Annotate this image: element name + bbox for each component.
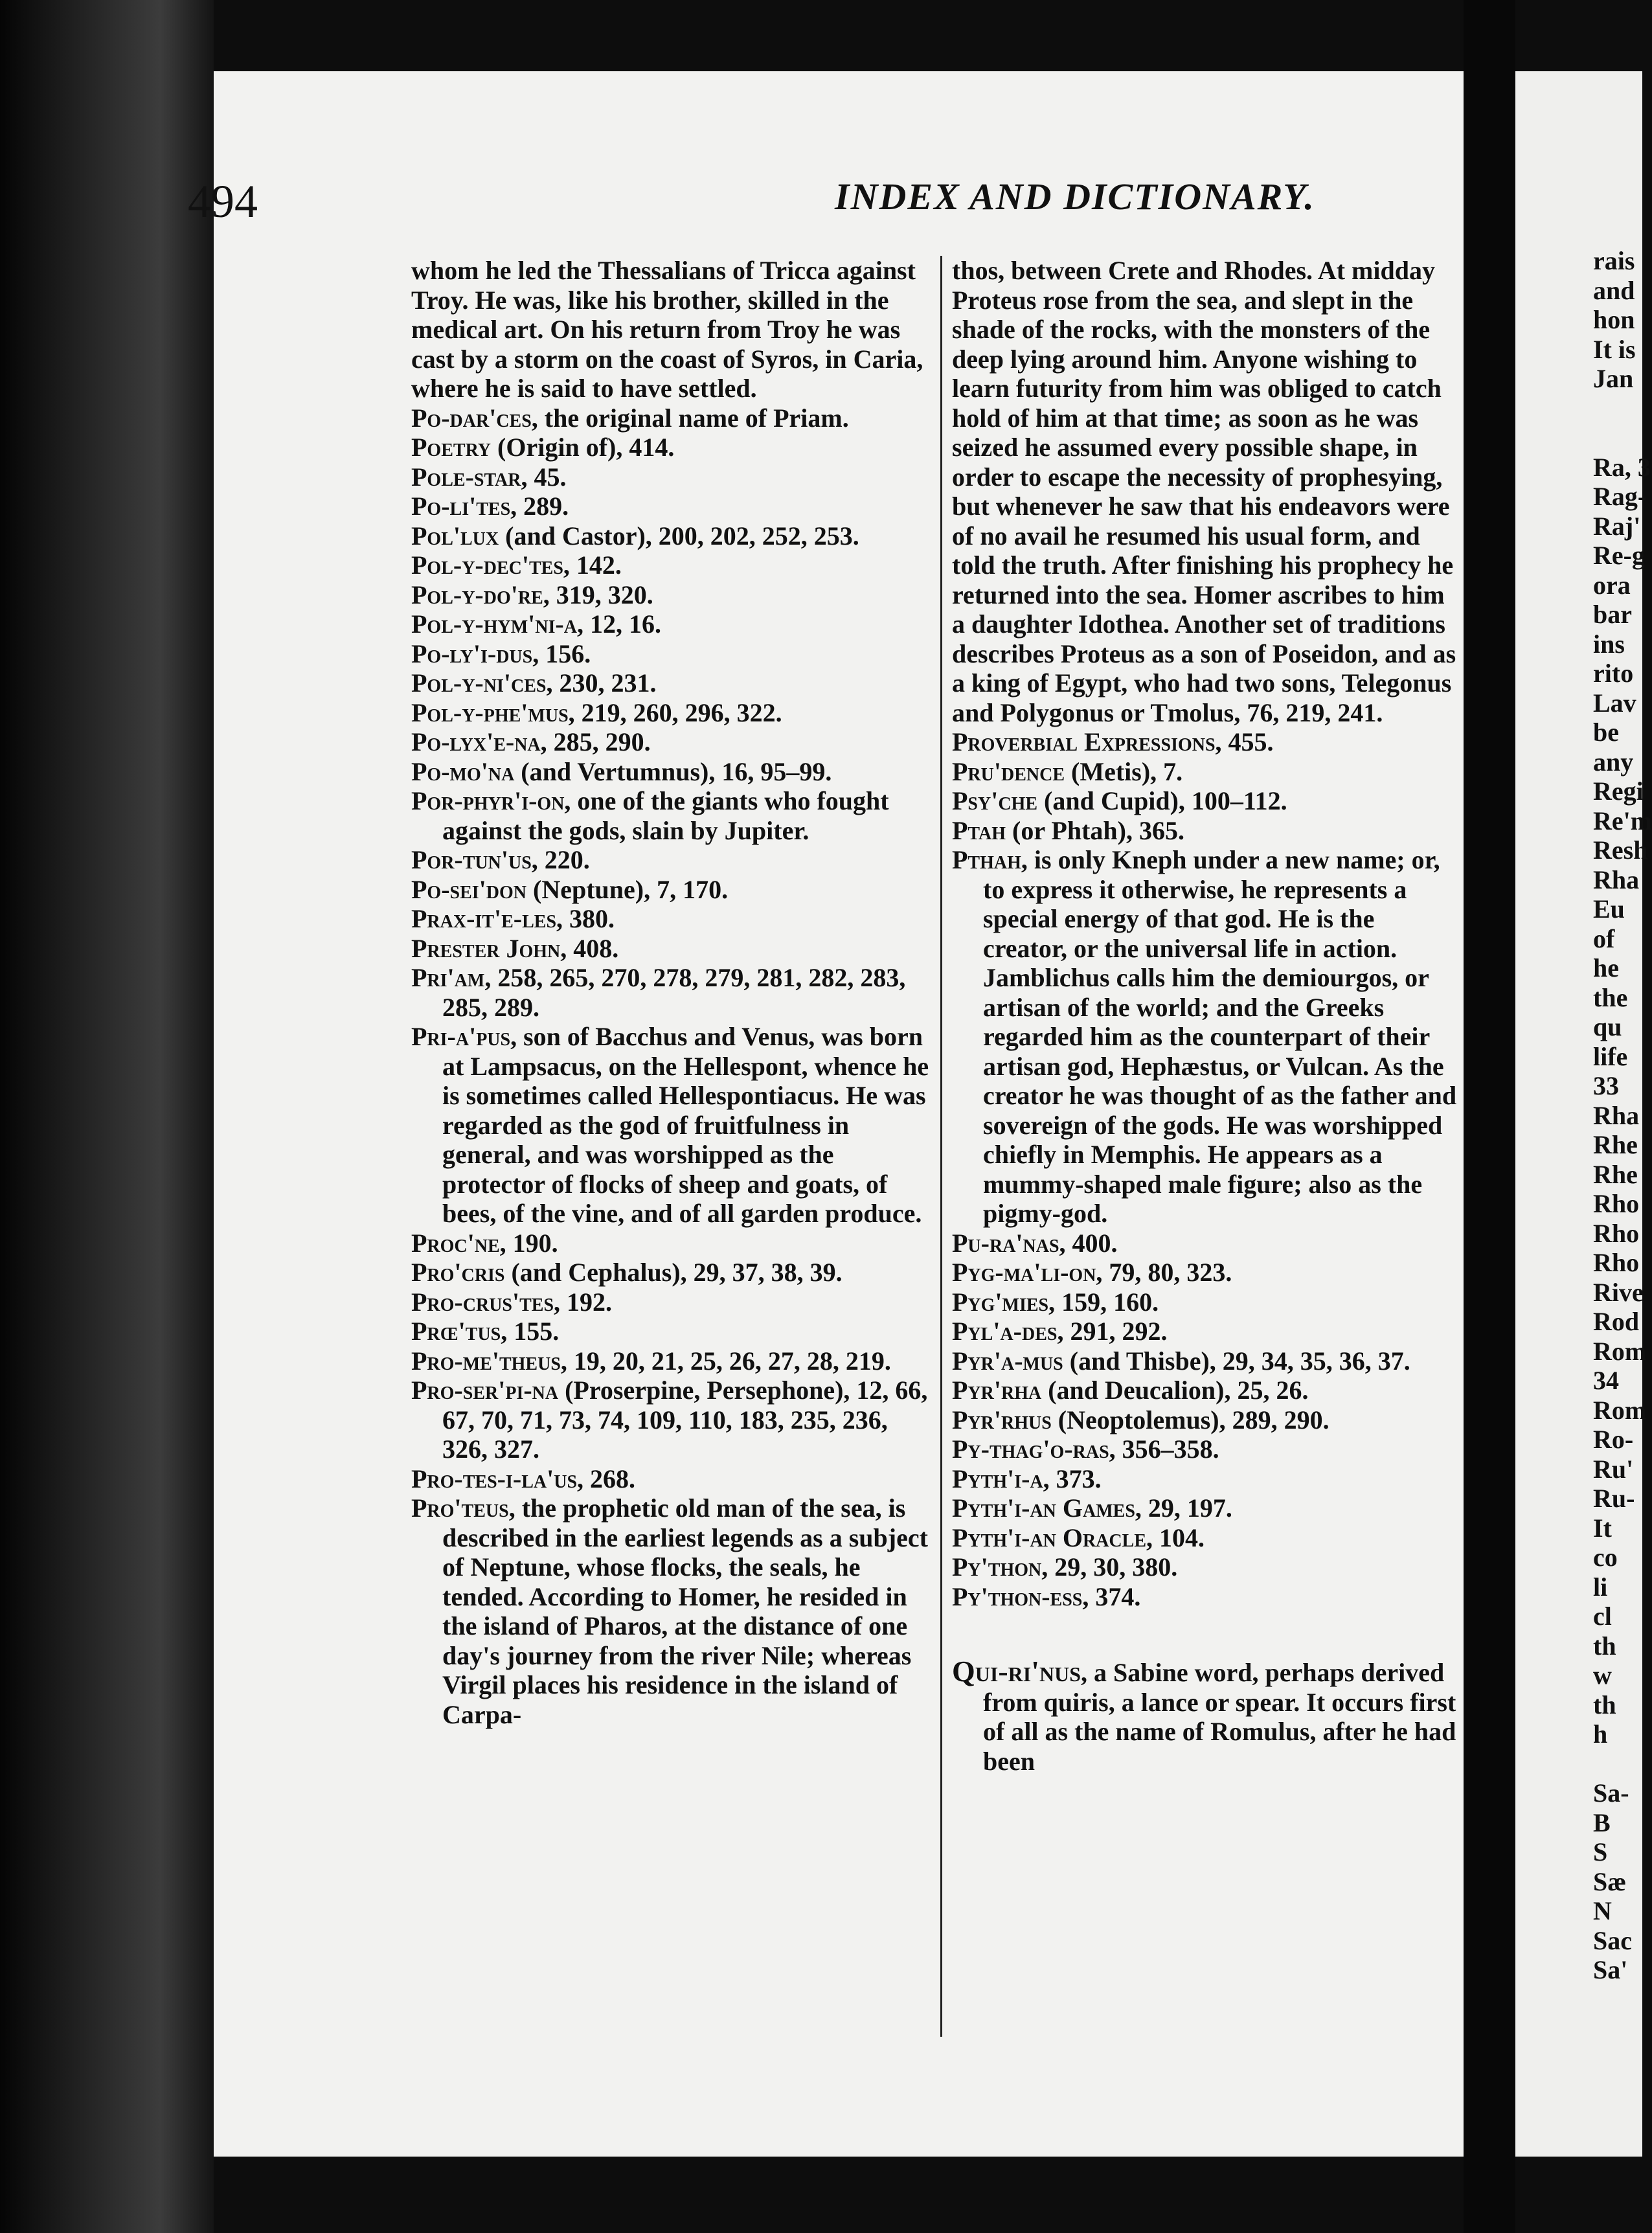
entry-headword: Pol-y-do're: [411, 580, 543, 609]
facing-page-text-fragment: th: [1593, 1631, 1616, 1661]
index-entry: [411, 1346, 936, 1376]
facing-page-text-fragment: Rom: [1593, 1395, 1647, 1425]
entry-headword: Pri'am: [411, 963, 485, 992]
facing-page-text-fragment: Sæ: [1593, 1866, 1627, 1896]
entry-text: , 156.: [532, 639, 591, 668]
entry-text: , 268.: [577, 1464, 636, 1493]
facing-page-text-fragment: the: [1593, 982, 1628, 1012]
entry-headword: Prester John: [411, 933, 561, 963]
facing-page-text-fragment: ins: [1593, 629, 1625, 659]
entry-text: , 79, 80, 323.: [1096, 1258, 1232, 1287]
entry-text: , 12, 16.: [576, 609, 661, 639]
index-entry: [411, 786, 936, 845]
entry-text: , 356–358.: [1109, 1434, 1219, 1464]
entry-headword: Por-tun'us: [411, 845, 532, 874]
facing-page-text-fragment: any: [1593, 747, 1634, 776]
entry-headword: Qui-ri'nus: [952, 1655, 1081, 1688]
entry-text: (and Thisbe), 29, 34, 35, 36, 37.: [1063, 1346, 1410, 1376]
facing-page-text-fragment: Raj': [1593, 511, 1641, 541]
index-entry: [952, 1346, 1464, 1376]
index-entry: [411, 668, 936, 698]
facing-page-text-fragment: Rho: [1593, 1218, 1640, 1248]
facing-page-text-fragment: cl: [1593, 1602, 1612, 1631]
index-entry: [952, 1434, 1464, 1464]
entry-headword: Py-thag'o-ras: [952, 1434, 1109, 1464]
entry-headword: Por-phyr'i-on: [411, 786, 565, 815]
entry-text: , one of the giants who fought against the gods, slain by Jupiter.: [442, 786, 889, 845]
index-entry: [411, 1258, 936, 1287]
entry-text: (and Vertumnus), 16, 95–99.: [514, 756, 832, 786]
entry-headword: Pro-crus'tes: [411, 1287, 554, 1317]
facing-page-fragment: [1515, 71, 1652, 2157]
entry-text: , 258, 265, 270, 278, 279, 281, 282, 283, 285, 289.: [442, 963, 906, 1022]
entry-text: , 380.: [556, 904, 615, 933]
index-entry: [952, 816, 1464, 846]
entry-text: , son of Bacchus and Venus, was born at Lampsacus, on the Hellespont, whence he is sometimes called Hellespontiacus. He was regarded as the god of fruitfulness in general, and was worshipped as the protector of flocks of sheep and goats, of bees, of the vine, and of all garden produce.: [442, 1022, 929, 1228]
facing-page-text-fragment: It: [1593, 1513, 1612, 1543]
entry-text: , a Sabine word, perhaps derived from quiris, a lance or spear. It occurs first of all as the name of Romulus, after he had been: [983, 1658, 1456, 1776]
entry-text: (or Phtah), 365.: [1006, 815, 1184, 845]
index-entry: [952, 1229, 1464, 1258]
facing-page-text-fragment: ora: [1593, 570, 1631, 600]
entry-text: , 155.: [501, 1317, 560, 1346]
index-entry: [411, 845, 936, 875]
entry-headword: Pro-tes-i-la'us: [411, 1464, 578, 1493]
index-entry: [952, 1287, 1464, 1317]
entry-headword: Pro'teus: [411, 1493, 509, 1523]
entry-text: , 219, 260, 296, 322.: [568, 697, 782, 727]
entry-text: (Neoptolemus), 289, 290.: [1051, 1405, 1330, 1434]
entry-text: , 374.: [1082, 1581, 1141, 1611]
entry-headword: Py'thon: [952, 1552, 1042, 1581]
index-entry: [411, 757, 936, 787]
entry-headword: Pol-y-ni'ces: [411, 668, 547, 697]
index-entry: [411, 1317, 936, 1346]
page-header: [188, 175, 1315, 246]
entry-text: , the prophetic old man of the sea, is described in the earliest legends as a subject of Neptune, whose flocks, the seals, he tended. According to Homer, he resided in the island of Pharos, at the distance of one day's journey from the river Nile; whereas Virgil places his residence in the island of Carpa-: [442, 1493, 928, 1729]
index-entry: [952, 1523, 1464, 1553]
entry-headword: Po-li'tes: [411, 492, 511, 521]
facing-page-text-fragment: Jan: [1593, 364, 1634, 393]
entry-text: , 45.: [521, 462, 567, 492]
entry-headword: Ptah: [952, 815, 1006, 845]
facing-page-text-fragment: Rhe: [1593, 1130, 1638, 1159]
entry-headword: Py'thon-ess: [952, 1581, 1083, 1611]
entry-text: , 319, 320.: [543, 580, 653, 609]
running-head: INDEX AND DICTIONARY.: [835, 176, 1315, 218]
facing-page-text-fragment: li: [1593, 1572, 1608, 1602]
index-entry: [952, 1258, 1464, 1287]
index-entry: [411, 521, 936, 551]
facing-page-text-fragment: [1593, 423, 1652, 453]
index-entry: [952, 786, 1464, 816]
entry-headword: Pol-y-hym'ni-a: [411, 609, 577, 639]
index-entry: [411, 727, 936, 757]
index-entry: [411, 934, 936, 964]
entry-text: , 220.: [531, 845, 590, 874]
entry-text: , 373.: [1043, 1464, 1102, 1493]
entry-text: , 190.: [499, 1228, 558, 1258]
entry-headword: Pyg'mies: [952, 1287, 1049, 1317]
entry-text: , is only Kneph under a new name; or, to express it otherwise, he represents a special energy of that god. He is the creator, or the universal life in action. Jamblichus calls him the demiourgos, or artisan of the world; and the Greeks regarded him as the counterpart of their artisan god, Hephæstus, or Vulcan. As the creator he was thought of as the father and sovereign of the gods. He was worshipped chiefly in Memphis. He appears as a mummy-shaped male figure; also as the pigmy-god.: [983, 845, 1457, 1228]
facing-page-text-fragment: 34: [1593, 1366, 1619, 1395]
entry-text: whom he led the Thessalians of Tricca against Troy. He was, like his brother, skilled in the medical art. On his return from Troy he was cast by a storm on the coast of Syros, in Caria, where he is said to have settled.: [411, 256, 923, 403]
entry-headword: Proc'ne: [411, 1228, 500, 1258]
entry-headword: Pru'dence: [952, 756, 1065, 786]
facing-page-text-fragment: rais: [1593, 246, 1635, 275]
facing-page-text-fragment: Resh: [1593, 835, 1648, 865]
facing-page-text-fragment: Sa-: [1593, 1778, 1629, 1808]
entry-headword: Pu-ra'nas: [952, 1228, 1059, 1258]
page-number: 494: [188, 176, 258, 227]
facing-page-text-fragment: Rho: [1593, 1189, 1640, 1218]
index-entry: [952, 256, 1464, 727]
index-entry: [411, 875, 936, 905]
entry-text: , 408.: [560, 933, 619, 963]
entry-headword: Po-sei'don: [411, 874, 527, 904]
book-spine-shadow: [0, 0, 214, 2233]
index-entry: [411, 1229, 936, 1258]
facing-page-text-fragment: co: [1593, 1543, 1618, 1572]
entry-text: , 29, 197.: [1135, 1493, 1232, 1523]
entry-text: (and Cupid), 100–112.: [1037, 786, 1287, 815]
facing-page-text-fragment: th: [1593, 1690, 1616, 1719]
facing-page-text-fragment: Sac: [1593, 1925, 1632, 1955]
entry-text: (Proserpine, Persephone), 12, 66, 67, 70, 71, 73, 74, 109, 110, 183, 235, 236, 326, 327.: [442, 1376, 928, 1464]
entry-headword: Pri-a'pus: [411, 1022, 511, 1051]
entry-headword: Proverbial Expressions: [952, 727, 1216, 756]
index-entry: [411, 433, 936, 462]
entry-headword: Pol'lux: [411, 521, 499, 550]
index-entry: [411, 1022, 936, 1229]
index-entry: [411, 256, 936, 403]
entry-headword: Pthah: [952, 845, 1021, 874]
index-entry: [952, 1317, 1464, 1346]
facing-page-text-fragment: N: [1593, 1896, 1612, 1925]
facing-page-text-fragment: Lav: [1593, 688, 1636, 718]
entry-text: (and Deucalion), 25, 26.: [1041, 1376, 1309, 1405]
facing-page-text-fragment: qu: [1593, 1012, 1622, 1041]
index-entry: [411, 550, 936, 580]
facing-page-text-fragment: Rag-: [1593, 482, 1647, 511]
facing-page-text-fragment: Rod: [1593, 1307, 1640, 1336]
entry-text: , 159, 160.: [1048, 1287, 1159, 1317]
entry-headword: Pole-star: [411, 462, 521, 492]
entry-text: , the original name of Priam.: [531, 403, 849, 433]
entry-headword: Pyr'rhus: [952, 1405, 1052, 1434]
facing-page-text-fragment: Ru-: [1593, 1484, 1635, 1513]
entry-text: thos, between Crete and Rhodes. At midday Proteus rose from the sea, and slept in the shade of the rocks, with the monsters of the deep lying around him. Anyone wishing to learn futurity from him was obliged to catch hold of him at that time; as soon as he was seized he assumed every possible shape, in order to escape the necessity of prophesying, but whenever he saw that his endeavors were of no avail he resumed his usual form, and told the truth. After finishing his prophecy he returned into the sea. Homer ascribes to him a daughter Idothea. Another set of traditions describes Proteus as a son of Poseidon, and as a king of Egypt, who had two sons, Telegonus and Polygonus or Tmolus, 76, 219, 241.: [952, 256, 1456, 727]
facing-page-text-fragment: Rho: [1593, 1248, 1640, 1277]
index-entry: [952, 1493, 1464, 1523]
index-entry: [411, 1464, 936, 1494]
facing-page-text-fragment: h: [1593, 1719, 1608, 1749]
index-entry: [952, 1552, 1464, 1582]
entry-text: (and Castor), 200, 202, 252, 253.: [499, 521, 859, 550]
entry-headword: Pyth'i-a: [952, 1464, 1043, 1493]
index-entry: [411, 698, 936, 728]
facing-page-text-fragment: Ra, 3: [1593, 452, 1651, 482]
entry-headword: Pol-y-dec'tes: [411, 550, 563, 580]
facing-page-text-fragment: rito: [1593, 659, 1634, 688]
index-entry: [952, 1376, 1464, 1405]
entry-headword: Pol-y-phe'mus: [411, 697, 569, 727]
index-entry: [952, 757, 1464, 787]
facing-page-text-fragment: Eu: [1593, 894, 1625, 924]
entry-text: , 230, 231.: [546, 668, 657, 697]
facing-page-text-fragment: Rha: [1593, 865, 1640, 894]
entry-headword: Pyth'i-an Oracle: [952, 1523, 1147, 1552]
entry-headword: Pyr'rha: [952, 1376, 1042, 1405]
index-entry: [952, 845, 1464, 1229]
index-entry: [411, 609, 936, 639]
facing-page-text-fragment: Rha: [1593, 1100, 1640, 1130]
entry-headword: Pyg-ma'li-on: [952, 1258, 1096, 1287]
facing-page-text-fragment: be: [1593, 718, 1619, 747]
entry-text: , 29, 30, 380.: [1041, 1552, 1178, 1581]
entry-headword: Prax-it'e-les: [411, 904, 557, 933]
facing-page-text-fragment: Ru': [1593, 1454, 1634, 1484]
entry-text: (and Cephalus), 29, 37, 38, 39.: [504, 1258, 843, 1287]
index-entry: [411, 1493, 936, 1729]
facing-page-text-fragment: life: [1593, 1041, 1628, 1071]
entry-headword: Po-ly'i-dus: [411, 639, 533, 668]
index-entry: [411, 580, 936, 610]
entry-headword: Pyr'a-mus: [952, 1346, 1063, 1376]
entry-headword: Pro-ser'pi-na: [411, 1376, 559, 1405]
facing-page-text-fragment: Rive: [1593, 1277, 1644, 1307]
entry-text: , 289.: [510, 492, 569, 521]
index-entry: [411, 492, 936, 521]
index-entry: [411, 963, 936, 1022]
facing-page-text-fragment: Regi: [1593, 776, 1644, 806]
entry-headword: Pyth'i-an Games: [952, 1493, 1135, 1523]
facing-page-text-fragment: of: [1593, 924, 1615, 953]
entry-headword: Prœ'tus: [411, 1317, 501, 1346]
entry-text: , 400.: [1059, 1228, 1118, 1258]
index-entry: [411, 462, 936, 492]
facing-page-text-fragment: he: [1593, 953, 1619, 982]
index-entry: [952, 1405, 1464, 1435]
facing-page-text-fragment: Rom: [1593, 1336, 1647, 1366]
entry-text: (Neptune), 7, 170.: [526, 874, 729, 904]
facing-page-text-fragment: It is: [1593, 334, 1636, 364]
facing-page-text-fragment: S: [1593, 1837, 1608, 1866]
facing-page-text-fragment: hon: [1593, 305, 1635, 334]
page-gutter: [1464, 0, 1515, 2233]
index-entry: [411, 904, 936, 934]
index-entry: [952, 727, 1464, 757]
entry-text: (Metis), 7.: [1065, 756, 1183, 786]
facing-page-text-fragment: bar: [1593, 600, 1632, 629]
entry-headword: Pro'cris: [411, 1258, 505, 1287]
facing-page-text-fragment: [1593, 394, 1652, 424]
index-entry: [411, 1376, 936, 1464]
entry-text: , 285, 290.: [540, 727, 651, 756]
facing-page-text-fragment: and: [1593, 275, 1635, 305]
index-entry: [952, 1464, 1464, 1494]
middle-column: [952, 256, 1464, 1776]
entry-headword: Poetry: [411, 433, 492, 462]
index-entry: [952, 1657, 1464, 1776]
entry-headword: Po-dar'ces: [411, 403, 532, 433]
facing-page-text-fragment: Sa': [1593, 1955, 1628, 1984]
facing-page-text-fragment: Rhe: [1593, 1159, 1638, 1189]
facing-page-text-fragment: 33: [1593, 1071, 1619, 1100]
entry-text: , 192.: [554, 1287, 613, 1317]
entry-headword: Pro-me'theus: [411, 1346, 561, 1376]
entry-text: , 291, 292.: [1057, 1317, 1168, 1346]
facing-page-text-fragment: B: [1593, 1808, 1611, 1837]
facing-page-text-fragment: Re-g: [1593, 541, 1645, 570]
entry-headword: Pyl'a-des: [952, 1317, 1058, 1346]
index-entry: [411, 639, 936, 669]
column-divider: [940, 256, 942, 2037]
index-entry: [411, 403, 936, 433]
facing-page-text-fragment: w: [1593, 1661, 1612, 1690]
entry-headword: Po-mo'na: [411, 756, 515, 786]
entry-text: , 455.: [1215, 727, 1274, 756]
entry-headword: Psy'che: [952, 786, 1038, 815]
facing-page-text-fragment: [1593, 1749, 1652, 1779]
index-entry: [952, 1582, 1464, 1612]
entry-text: , 104.: [1146, 1523, 1205, 1552]
index-entry: [411, 1287, 936, 1317]
entry-text: (Origin of), 414.: [491, 433, 675, 462]
facing-page-text-fragment: Re'm: [1593, 806, 1652, 835]
entry-headword: Po-lyx'e-na: [411, 727, 541, 756]
entry-text: , 142.: [563, 550, 622, 580]
facing-page-text-fragment: Ro-: [1593, 1425, 1634, 1454]
entry-text: , 19, 20, 21, 25, 26, 27, 28, 219.: [560, 1346, 891, 1376]
left-column: [411, 256, 936, 1729]
